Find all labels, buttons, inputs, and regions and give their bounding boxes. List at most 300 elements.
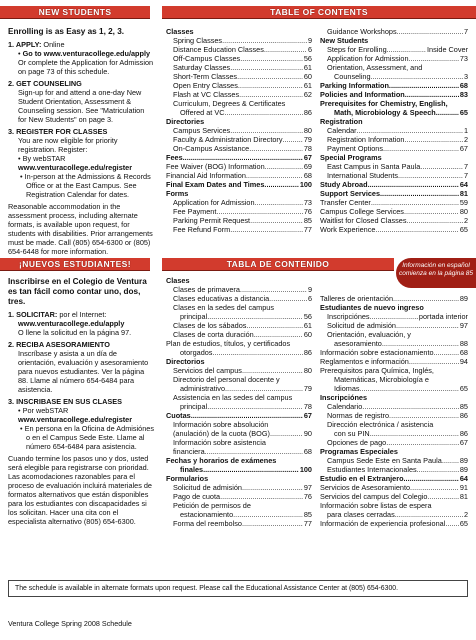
toc-leader-dots <box>409 357 459 366</box>
toc-entry <box>320 90 468 99</box>
toc-entry-label: Estudio en el Extranjero <box>320 474 404 483</box>
toc-entry: Fechas y horarios de exámenes <box>166 456 277 465</box>
toc-leader-dots <box>370 312 418 321</box>
toc-entry <box>320 357 468 366</box>
toc-leader-dots <box>270 429 303 438</box>
toc-entry-page: 7 <box>463 27 468 36</box>
toc-entry-page: 6 <box>307 294 312 303</box>
toc-entry-page: 90 <box>303 429 312 438</box>
toc-entry <box>320 108 468 117</box>
toc-leader-dots <box>360 384 459 393</box>
toc-leader-dots <box>264 45 307 54</box>
toc-entry <box>166 366 312 375</box>
toc-leader-dots <box>409 54 459 63</box>
toc-leader-dots <box>389 81 459 90</box>
apply-online-text: Go to www.venturacollege.edu/apply <box>22 49 151 58</box>
step-counseling-body: Sign-up for and attend a one-day New Student Orientation, Assessment & Counseling session. See "Matriculation for New Students" on page 3. <box>18 88 145 124</box>
toc-entry-label: Fee Refund Form <box>173 225 231 234</box>
toc-entry-page: 2 <box>463 216 468 225</box>
step-register-body: You are now eligible for priority registration. Register: <box>18 136 118 154</box>
toc-entry: Clases <box>166 276 190 285</box>
toc-entry-label: Off-Campus Classes <box>173 54 241 63</box>
toc-entry <box>166 162 312 171</box>
toc-entry <box>320 312 468 321</box>
toc-entry-page: 9 <box>307 36 312 45</box>
toc-entry <box>166 81 312 90</box>
toc-entry <box>320 144 468 153</box>
toc-entry <box>166 519 312 528</box>
toc-entry-label: Campus College Services <box>320 207 404 216</box>
toc-entry-label: Fee Payment <box>173 207 217 216</box>
toc-leader-dots <box>225 384 303 393</box>
toc-entry-label: On-Campus Assistance <box>173 144 250 153</box>
spanish-info-tab: Información en español comienza en la página 85 <box>396 258 476 288</box>
toc-entry <box>166 108 312 117</box>
toc-entry-page: 60 <box>303 72 312 81</box>
toc-entry-label: asesoramiento <box>334 339 382 348</box>
toc-entry-page: 97 <box>459 321 468 330</box>
toc-entry-label: para clases cerradas <box>327 510 395 519</box>
toc-entry: Información sobre listas de espera <box>320 501 432 510</box>
toc-entry-label: Clases educativas a distancia <box>173 294 270 303</box>
toc-entry <box>166 429 312 438</box>
toc-entry: Directories <box>166 117 205 126</box>
toc-entry-label: otorgados <box>180 348 213 357</box>
toc-entry <box>166 153 312 162</box>
toc-entry-label: Opciones de pago <box>327 438 387 447</box>
toc-entry-page: 86 <box>459 429 468 438</box>
toc-leader-dots <box>246 321 302 330</box>
toc-entry-page: 67 <box>303 411 312 420</box>
toc-entry-page: 2 <box>463 135 468 144</box>
toc-entry-page: 1 <box>463 126 468 135</box>
in-person-text: • In-person at the Admissions & Records Office or at the East Campus. See Registration Calendar for dates. <box>8 172 154 199</box>
toc-entry <box>166 330 312 339</box>
toc-entry <box>320 225 468 234</box>
toc-column-students <box>320 27 468 234</box>
paso-solicitar-rest: por el Internet: <box>57 310 107 319</box>
registrar-url: www.venturacollege.edu/register <box>18 415 133 424</box>
toc-column-classes <box>166 27 312 234</box>
toc-entry-page: 65 <box>459 108 468 117</box>
paso-inscribase-title: 3. INSCRIBASE EN SUS CLASES <box>8 397 122 406</box>
toc-entry <box>166 225 312 234</box>
toc-entry-label: Servicios del campus <box>173 366 242 375</box>
toc-entry-page: 100 <box>299 465 312 474</box>
toc-entry: Special Programs <box>320 153 382 162</box>
step-register <box>8 127 154 199</box>
toc-entry-page: 65 <box>459 225 468 234</box>
toc-entry-page: 9 <box>307 285 312 294</box>
toc-entry <box>320 321 468 330</box>
toc-entry-label: Guidance Workshops <box>327 27 397 36</box>
toc-entry-label: Counseling <box>334 72 371 81</box>
toc-leader-dots <box>395 510 463 519</box>
toc-entry-label: Inscripciónes <box>327 312 370 321</box>
toc-entry <box>166 54 312 63</box>
toc-entry-page: 61 <box>303 63 312 72</box>
toc-entry <box>166 285 312 294</box>
toc-entry-label: Talleres de orientación <box>320 294 394 303</box>
toc-entry-page: 86 <box>459 411 468 420</box>
toc-entry: Plan de estudios, títulos, y certificados <box>166 339 291 348</box>
toc-leader-dots <box>283 135 303 144</box>
toc-entry-label: Flash at VC Classes <box>173 90 240 99</box>
toc-leader-dots <box>368 180 459 189</box>
toc-entry-page: 76 <box>303 207 312 216</box>
solicitar-url: www.venturacollege.edu/apply <box>18 319 125 328</box>
toc-entry: Assistencia en las sedes del campus <box>173 393 293 402</box>
toc-entry-page: 65 <box>459 384 468 393</box>
toc-entry <box>166 171 312 180</box>
toc-entry-label: estacionamiento <box>180 510 234 519</box>
toc-leader-dots <box>207 402 303 411</box>
solicitar-alt: O llene la solicitud en la página 97. <box>18 328 132 337</box>
toc-entry-label: Distance Education Classes <box>173 45 264 54</box>
toc-entry-label: Calendar <box>327 126 357 135</box>
toc-entry-label: Estudiantes Internacionales <box>327 465 417 474</box>
toc-entry-page: 80 <box>303 126 312 135</box>
toc-entry <box>166 402 312 411</box>
toc-entry-page: 97 <box>303 483 312 492</box>
toc-leader-dots <box>230 126 303 135</box>
toc-entry-label: Math, Microbiology & Speech <box>334 108 436 117</box>
toc-leader-dots <box>375 225 458 234</box>
toc-entry <box>320 171 468 180</box>
toc-leader-dots <box>250 216 303 225</box>
toc-leader-dots <box>207 312 303 321</box>
toc-entry <box>320 135 468 144</box>
toc-leader-dots <box>380 189 459 198</box>
toc-leader-dots <box>407 216 463 225</box>
toc-leader-dots <box>242 483 303 492</box>
toc-entry-label: Fees <box>166 153 183 162</box>
toc-entry <box>166 126 312 135</box>
toc-entry-label: Offered at VC <box>180 108 225 117</box>
toc-entry-page: 67 <box>459 438 468 447</box>
toc-entry <box>320 483 468 492</box>
toc-entry <box>320 411 468 420</box>
toc-entry <box>166 180 312 189</box>
toc-entry <box>166 321 312 330</box>
toc-entry-label: Spring Classes <box>173 36 223 45</box>
toc-entry-label: East Campus in Santa Paula <box>327 162 421 171</box>
toc-entry: Curriculum, Degrees & Certificates <box>173 99 286 108</box>
toc-leader-dots <box>220 492 303 501</box>
new-students-band: NEW STUDENTS <box>0 6 150 19</box>
step-counseling <box>8 79 154 124</box>
toc-entry <box>320 27 468 36</box>
toc-entry: Forms <box>166 189 189 198</box>
toc-leader-dots <box>239 90 303 99</box>
toc-entry-label: Normas de registro <box>327 411 390 420</box>
toc-entry-label: Información de experiencia profesional <box>320 519 446 528</box>
toc-entry: Formularios <box>166 474 209 483</box>
toc-entry-label: Registration Information <box>327 135 405 144</box>
toc-leader-dots <box>445 519 459 528</box>
toc-entry-page: 89 <box>459 465 468 474</box>
toc-leader-dots <box>405 90 459 99</box>
toc-entry-label: finales <box>180 465 204 474</box>
toc-entry-label: Solicitud de admisión <box>327 321 396 330</box>
toc-entry-label: Work Experience <box>320 225 376 234</box>
toc-entry <box>166 492 312 501</box>
acomodacion-text: Cuando termine los pasos uno y dos, usted será elegible para registrarse con prioridad. Las acomodaciones razonables para el proceso de evaluación incluirá materiales de formatos alternativos que están disponibles para los estudiantes con discapacidades si los solicitan. Hacer una cita con el especialista alternativo (805) 654-6300. <box>8 454 152 526</box>
toc-entry: Directorios <box>166 357 205 366</box>
toc-entry-page: 73 <box>459 54 468 63</box>
paso-solicitar-title: 1. SOLICITAR: <box>8 310 58 319</box>
toc-entry <box>166 90 312 99</box>
toc-entry-label: Clases de primavera <box>173 285 240 294</box>
toc-leader-dots <box>371 72 463 81</box>
contenido-column-estudiantes <box>320 294 468 528</box>
toc-leader-dots <box>404 474 459 483</box>
paso-asesoramiento <box>8 340 154 394</box>
toc-entry <box>166 36 312 45</box>
toc-entry: Orientación, evaluación, y <box>327 330 411 339</box>
toc-entry-label: Payment Options <box>327 144 383 153</box>
toc-entry-label: Financial Aid Information <box>166 171 246 180</box>
por-webstar-bullet <box>8 406 154 415</box>
toc-entry <box>320 456 468 465</box>
toc-entry <box>166 144 312 153</box>
toc-entry <box>320 54 468 63</box>
toc-entry-label: Clases de los sábados <box>173 321 247 330</box>
toc-entry <box>166 294 312 303</box>
toc-entry-page: 3 <box>463 72 468 81</box>
toc-entry-label: Open Entry Classes <box>173 81 238 90</box>
toc-leader-dots <box>240 285 307 294</box>
toc-entry <box>166 411 312 420</box>
toc-entry: Clases en la sedes del campus <box>173 303 274 312</box>
toc-entry-page: 76 <box>303 492 312 501</box>
toc-entry-page: 85 <box>459 402 468 411</box>
toc-leader-dots <box>233 510 303 519</box>
toc-leader-dots <box>238 81 303 90</box>
toc-entry-page: 81 <box>459 189 468 198</box>
toc-leader-dots <box>212 348 302 357</box>
step-apply-title: 1. APPLY: <box>8 40 42 49</box>
toc-leader-dots <box>442 456 459 465</box>
toc-leader-dots <box>222 36 307 45</box>
toc-entry-page: 78 <box>303 144 312 153</box>
inscribirse-lead: Inscribirse en el Colegio de Ventura es tan fácil como contar uno, dos, tres. <box>8 277 147 306</box>
toc-entry-page: 69 <box>303 162 312 171</box>
toc-entry: Registration <box>320 117 363 126</box>
toc-entry <box>320 207 468 216</box>
toc-entry-page: 61 <box>303 81 312 90</box>
toc-entry <box>320 510 468 519</box>
toc-entry-label: Steps for Enrolling <box>327 45 387 54</box>
toc-leader-dots <box>404 135 462 144</box>
toc-entry <box>166 198 312 207</box>
toc-entry-label: Cuotas <box>166 411 191 420</box>
toc-leader-dots <box>237 72 303 81</box>
toc-entry-page: 78 <box>303 402 312 411</box>
toc-leader-dots <box>396 321 459 330</box>
toc-entry-page: 100 <box>299 180 312 189</box>
toc-entry: New Students <box>320 36 369 45</box>
toc-entry-label: Información sobre estacionamiento <box>320 348 434 357</box>
toc-leader-dots <box>183 153 303 162</box>
toc-entry <box>166 447 312 456</box>
step-register-title: 3. REGISTER FOR CLASSES <box>8 127 108 136</box>
toc-entry-label: Forma del reembolso <box>173 519 242 528</box>
toc-entry-label: Pago de cuota <box>173 492 221 501</box>
paso-asesoramiento-body: Inscríbase y asista a un día de orientación, evaluación y asesoramiento para nuevos estudiantes. Ver la página 88. Llame al número 654-6484 para asistencia. <box>18 349 149 394</box>
toc-entry-label: Campus Services <box>173 126 231 135</box>
toc-entry-page: portada interior <box>418 312 468 321</box>
toc-entry-page: 68 <box>303 171 312 180</box>
toc-entry <box>320 180 468 189</box>
toc-entry <box>320 72 468 81</box>
toc-entry <box>166 45 312 54</box>
step-counseling-title: 2. GET COUNSELING <box>8 79 82 88</box>
toc-entry-label: principal <box>180 312 208 321</box>
toc-entry <box>166 384 312 393</box>
toc-leader-dots <box>216 207 302 216</box>
toc-entry-page: 6 <box>307 45 312 54</box>
toc-entry-label: Clases de corta duración <box>173 330 254 339</box>
toc-entry-label: Servicios de Asesoramiento <box>320 483 411 492</box>
toc-entry <box>320 162 468 171</box>
toc-leader-dots <box>371 198 459 207</box>
toc-entry-label: Support Services <box>320 189 381 198</box>
toc-leader-dots <box>389 411 459 420</box>
toc-entry <box>166 465 312 474</box>
toc-leader-dots <box>383 144 459 153</box>
apply-paper-text: Or complete the Application for Admission on page 73 of this schedule. <box>18 58 154 76</box>
toc-entry-label: Transfer Center <box>320 198 371 207</box>
toc-entry-label: financiera <box>173 447 205 456</box>
toc-entry-page: 83 <box>459 90 468 99</box>
toc-entry-page: 86 <box>303 108 312 117</box>
toc-entry-label: Solicitud de admisión <box>173 483 242 492</box>
toc-entry-page: 85 <box>303 216 312 225</box>
toc-entry-page: 59 <box>459 198 468 207</box>
toc-entry-page: 68 <box>459 348 468 357</box>
toc-leader-dots <box>249 144 303 153</box>
toc-leader-dots <box>397 27 463 36</box>
toc-entry-label: Waitlist for Closed Classes <box>320 216 407 225</box>
toc-entry-page: 7 <box>463 162 468 171</box>
toc-leader-dots <box>254 330 303 339</box>
toc-entry <box>320 465 468 474</box>
toc-leader-dots <box>269 294 307 303</box>
toc-entry-page: 56 <box>303 54 312 63</box>
por-webstar-label: Por webSTAR <box>22 406 69 415</box>
toc-entry: Prerequisitos para Química, Inglés, <box>320 366 434 375</box>
toc-leader-dots <box>224 108 302 117</box>
toc-entry-page: 60 <box>303 330 312 339</box>
toc-entry-label: Calendario <box>327 402 363 411</box>
tabla-de-contenido-band: TABLA DE CONTENIDO <box>162 258 394 271</box>
toc-leader-dots <box>357 126 463 135</box>
contenido-column-clases <box>166 276 312 528</box>
toc-entry-page: 67 <box>303 153 312 162</box>
toc-entry-page: 81 <box>459 492 468 501</box>
toc-entry: Estudiantes de nuevo ingreso <box>320 303 424 312</box>
toc-entry-page: 64 <box>459 474 468 483</box>
toc-entry <box>320 438 468 447</box>
toc-entry: Información sobre asistencia <box>173 438 266 447</box>
toc-entry <box>320 492 468 501</box>
toc-entry: Orientation, Assessment, and <box>327 63 423 72</box>
toc-leader-dots <box>242 519 303 528</box>
toc-entry <box>320 339 468 348</box>
toc-entry: Matemáticas, Microbiología e <box>334 375 429 384</box>
toc-entry-label: Final Exam Dates and Times <box>166 180 265 189</box>
toc-entry <box>320 384 468 393</box>
toc-entry <box>166 63 312 72</box>
toc-entry-page: 94 <box>459 357 468 366</box>
toc-leader-dots <box>404 207 459 216</box>
toc-entry <box>320 216 468 225</box>
toc-entry-label: Application for Admission <box>173 198 255 207</box>
toc-entry-label: International Students <box>327 171 398 180</box>
toc-leader-dots <box>436 108 459 117</box>
paso-asesoramiento-title: 2. RECIBA ASESORAMIENTO <box>8 340 110 349</box>
toc-entry-label: Faculty & Administration Directory <box>173 135 283 144</box>
toc-entry-label: Parking Information <box>320 81 389 90</box>
toc-entry-page: 65 <box>459 519 468 528</box>
toc-entry-page: 61 <box>303 321 312 330</box>
toc-entry-page: 85 <box>303 510 312 519</box>
toc-entry-label: Fee Waiver (BOG) Information <box>166 162 265 171</box>
nuevos-estudiantes-band: ¡NUEVOS ESTUDIANTES! <box>0 258 150 271</box>
toc-leader-dots <box>264 180 298 189</box>
toc-entry-label: Policies and Information <box>320 90 405 99</box>
webstar-bullet <box>8 154 154 163</box>
toc-leader-dots <box>382 339 459 348</box>
toc-leader-dots <box>387 45 426 54</box>
toc-leader-dots <box>398 171 463 180</box>
toc-entry: Classes <box>166 27 194 36</box>
toc-entry-page: 73 <box>303 198 312 207</box>
toc-leader-dots <box>420 162 463 171</box>
toc-entry-page: 89 <box>459 456 468 465</box>
toc-entry: Información sobre absolución <box>173 420 269 429</box>
toc-entry <box>320 429 468 438</box>
toc-entry-label: administrativo <box>180 384 226 393</box>
toc-entry-page: 77 <box>303 519 312 528</box>
step-apply-rest: Online <box>41 40 65 49</box>
toc-leader-dots <box>230 63 303 72</box>
toc-leader-dots <box>255 198 303 207</box>
toc-leader-dots <box>205 447 303 456</box>
toc-entry-page: 62 <box>303 90 312 99</box>
accommodation-text: Reasonable accommodation in the assessment process, including alternate formats, is available upon request, for students with disabilities. Prior arrangements must be made. Call (805) 654-6300 or (805) 654-6448 for more information. <box>8 202 153 256</box>
toc-entry-page: 67 <box>459 144 468 153</box>
toc-entry-page: Inside Cover <box>427 45 468 54</box>
page-footer: Ventura College Spring 2008 Schedule <box>8 619 132 628</box>
toc-entry <box>166 207 312 216</box>
toc-entry-label: Short-Term Classes <box>173 72 238 81</box>
toc-entry <box>320 402 468 411</box>
toc-entry-label: Campus Sede Este en Santa Paula <box>327 456 442 465</box>
toc-entry-page: 64 <box>459 180 468 189</box>
toc-entry-page: 56 <box>303 312 312 321</box>
toc-entry-label: con su PIN <box>334 429 370 438</box>
step-apply <box>8 40 154 76</box>
toc-leader-dots <box>246 171 303 180</box>
paso-solicitar <box>8 310 154 337</box>
toc-entry <box>166 348 312 357</box>
toc-entry-label: principal <box>180 402 208 411</box>
toc-entry <box>320 81 468 90</box>
toc-leader-dots <box>265 162 303 171</box>
toc-entry <box>166 216 312 225</box>
